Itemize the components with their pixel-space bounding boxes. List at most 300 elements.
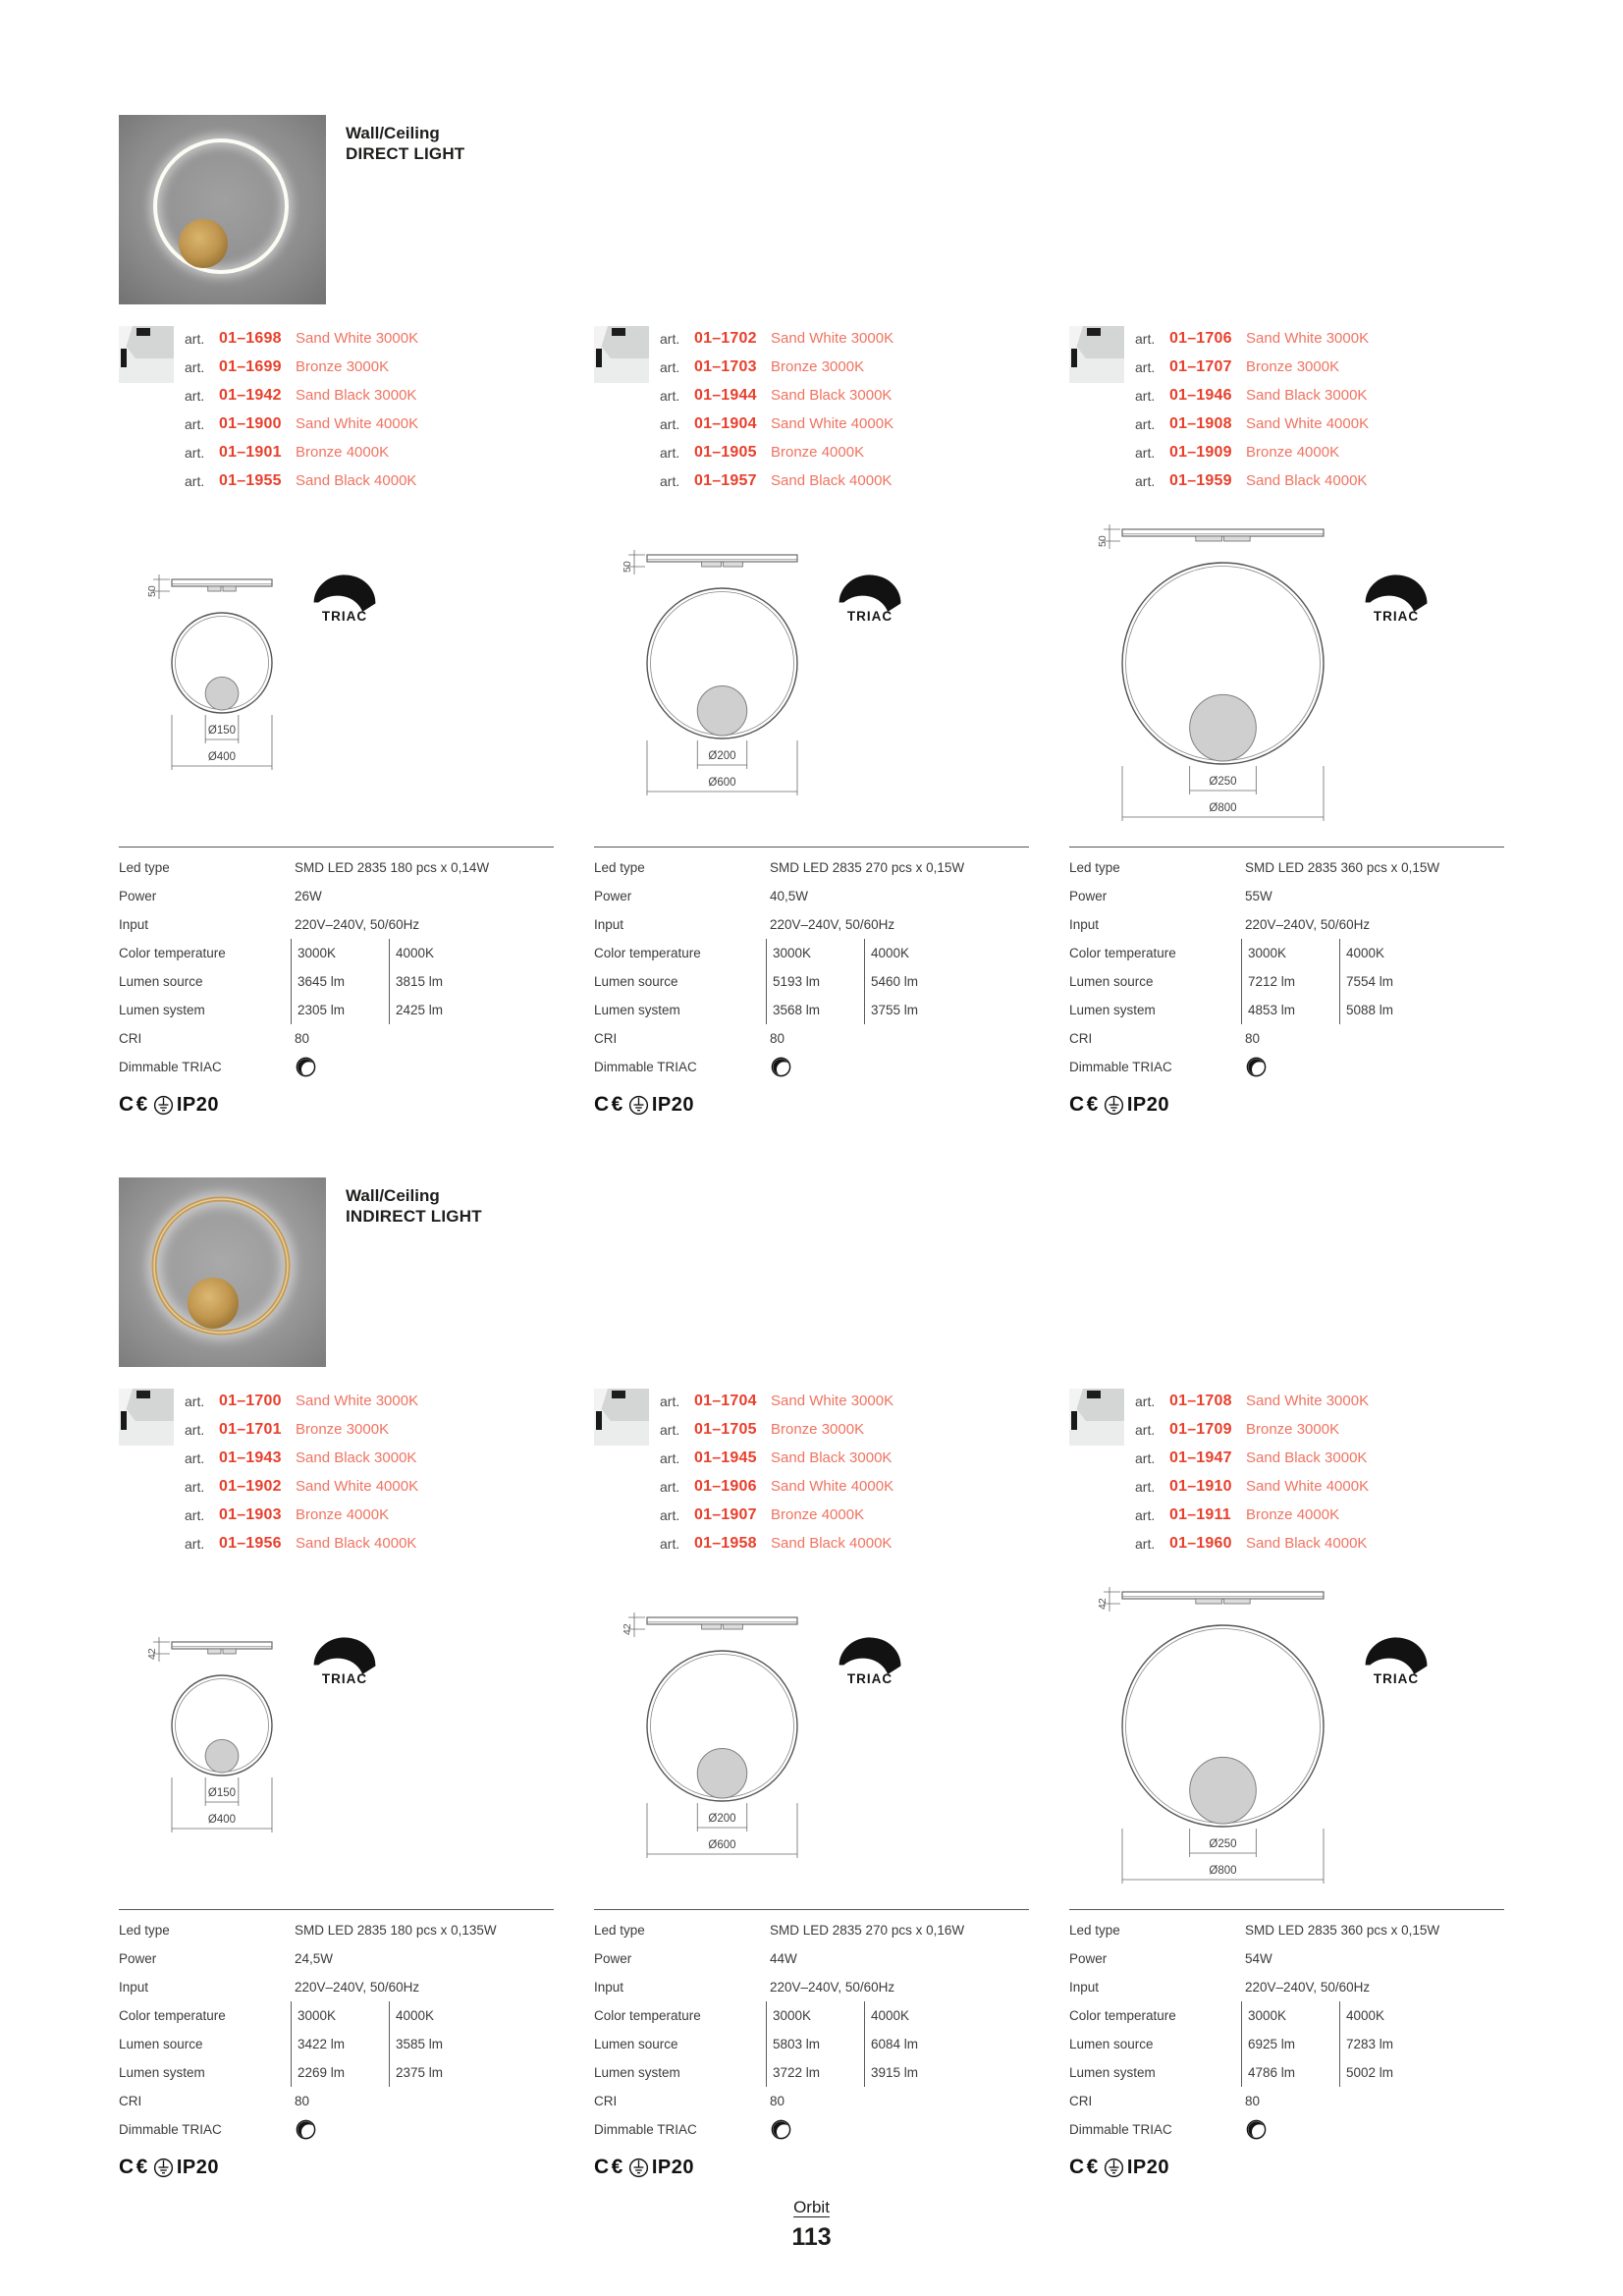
triac-label: TRIAC <box>846 609 893 624</box>
article-group <box>119 324 559 495</box>
article-finish: Bronze 4000K <box>1246 1506 1340 1523</box>
article-prefix: art. <box>1135 415 1156 432</box>
article-row <box>1135 1472 1509 1501</box>
spec-value-4000k: 4000K <box>389 939 487 967</box>
article-row <box>185 1501 559 1529</box>
spec-table <box>119 1909 554 2179</box>
height-dimension-label: 50 <box>622 560 633 573</box>
spec-label: Dimmable TRIAC <box>1069 1060 1172 1074</box>
spec-table <box>119 847 554 1117</box>
mount-block <box>1224 1599 1251 1604</box>
article-prefix: art. <box>185 1535 205 1552</box>
technical-drawing <box>1097 523 1331 825</box>
mounting-profile <box>172 579 272 586</box>
article-code: 01–1908 <box>1169 414 1232 432</box>
outer-diameter-label: Ø400 <box>207 1814 237 1826</box>
spec-row-input <box>1069 1973 1504 2001</box>
spec-row-power <box>1069 882 1504 910</box>
article-code: 01–1903 <box>219 1505 282 1523</box>
spec-label: Input <box>1069 917 1100 932</box>
driver-disc <box>1190 1757 1257 1824</box>
article-finish: Sand Black 4000K <box>1246 1535 1368 1552</box>
triac-dimmer-badge <box>833 574 907 624</box>
spec-value: 54W <box>1245 1951 1272 1966</box>
article-row <box>660 1472 1034 1501</box>
spec-label: Lumen system <box>119 1003 205 1017</box>
specs-row <box>119 847 1623 1117</box>
spec-label: Lumen system <box>1069 2065 1156 2080</box>
earth-ground-icon <box>153 2158 174 2178</box>
article-prefix: art. <box>1135 1393 1156 1409</box>
article-code: 01–1709 <box>1169 1420 1232 1438</box>
article-list <box>1135 324 1509 495</box>
ip-rating: IP20 <box>651 1093 695 1116</box>
spec-value: 26W <box>295 889 322 903</box>
spec-label: Led type <box>119 860 170 875</box>
earth-ground-icon <box>153 1095 174 1116</box>
spec-value-3000k: 3000K <box>766 939 864 967</box>
article-prefix: art. <box>1135 358 1156 375</box>
article-row <box>660 1529 1034 1558</box>
earth-ground-icon <box>628 1095 649 1116</box>
article-row <box>1135 410 1509 438</box>
article-finish: Sand White 3000K <box>296 330 419 347</box>
spec-row-led-type <box>1069 853 1504 882</box>
article-row <box>1135 1444 1509 1472</box>
article-prefix: art. <box>185 1393 205 1409</box>
article-code: 01–1945 <box>694 1449 757 1466</box>
mount-block <box>724 562 743 567</box>
articles-row <box>119 1387 1623 1558</box>
page-number: 113 <box>791 2223 832 2251</box>
spec-row-input <box>1069 910 1504 939</box>
article-code: 01–1702 <box>694 329 757 347</box>
spec-label: Lumen system <box>1069 1003 1156 1017</box>
driver-disc <box>1190 694 1257 761</box>
article-code: 01–1956 <box>219 1534 282 1552</box>
spec-value: 80 <box>1245 2094 1261 2108</box>
mount-block <box>208 586 221 591</box>
spec-value-4000k: 4000K <box>864 939 962 967</box>
article-code: 01–1704 <box>694 1392 757 1409</box>
inner-diameter-label: Ø150 <box>207 725 237 737</box>
spec-label: CRI <box>119 1031 142 1046</box>
article-code: 01–1901 <box>219 443 282 461</box>
article-row <box>1135 466 1509 495</box>
ip-rating: IP20 <box>176 2156 220 2178</box>
section-indirect-light <box>119 1177 1623 2179</box>
article-code: 01–1907 <box>694 1505 757 1523</box>
triac-dimmer-badge <box>307 1636 382 1686</box>
spec-value: SMD LED 2835 180 pcs x 0,135W <box>295 1923 497 1938</box>
article-finish: Bronze 4000K <box>296 1506 390 1523</box>
spec-value-4000k: 7554 lm <box>1339 967 1437 996</box>
article-prefix: art. <box>185 1478 205 1495</box>
spec-value: SMD LED 2835 270 pcs x 0,15W <box>770 860 965 875</box>
spec-label: Lumen system <box>119 2065 205 2080</box>
spec-row-dimmable <box>119 2115 554 2144</box>
product-photo-indirect <box>119 1177 326 1367</box>
article-prefix: art. <box>185 387 205 404</box>
spec-label: Led type <box>594 860 645 875</box>
articles-row <box>119 324 1623 495</box>
spec-label: Dimmable TRIAC <box>1069 2122 1172 2137</box>
outer-diameter-label: Ø600 <box>708 1838 736 1851</box>
spec-value-3000k: 6925 lm <box>1241 2030 1339 2058</box>
ce-mark: C€ <box>1069 2156 1101 2178</box>
drawing-cell <box>594 520 1034 827</box>
spec-value: 220V–240V, 50/60Hz <box>770 1980 895 1995</box>
technical-drawing <box>622 549 805 799</box>
spec-label: Led type <box>119 1923 170 1938</box>
spec-value: 40,5W <box>770 889 809 903</box>
certification-marks <box>594 1093 1029 1117</box>
spec-table <box>594 1909 1029 2179</box>
spec-label: CRI <box>594 2094 618 2108</box>
spec-row-cri <box>594 1024 1029 1053</box>
article-code: 01–1957 <box>694 471 757 489</box>
spec-value-4000k: 4000K <box>1339 939 1437 967</box>
article-row <box>1135 324 1509 353</box>
spec-value-3000k: 5193 lm <box>766 967 864 996</box>
article-row <box>660 1387 1034 1415</box>
outer-diameter-label: Ø400 <box>207 751 237 763</box>
triac-arc-icon <box>308 1636 381 1675</box>
title-line1: Wall/Ceiling <box>346 124 440 142</box>
spec-value-3000k: 4786 lm <box>1241 2058 1339 2087</box>
spec-value-4000k: 3915 lm <box>864 2058 962 2087</box>
article-code: 01–1960 <box>1169 1534 1232 1552</box>
ip-rating: IP20 <box>1126 1093 1170 1116</box>
article-code: 01–1944 <box>694 386 757 404</box>
spec-value: SMD LED 2835 180 pcs x 0,14W <box>295 860 490 875</box>
article-row <box>185 1415 559 1444</box>
article-finish: Bronze 3000K <box>1246 1421 1340 1438</box>
article-code: 01–1706 <box>1169 329 1232 347</box>
article-prefix: art. <box>185 1421 205 1438</box>
section-title <box>346 115 464 304</box>
article-row <box>660 1415 1034 1444</box>
spec-row-power <box>119 882 554 910</box>
spec-value-4000k: 5088 lm <box>1339 996 1437 1024</box>
spec-label: Lumen source <box>1069 2037 1154 2051</box>
article-list <box>660 324 1034 495</box>
spec-row-lumen-source <box>594 2030 1029 2058</box>
article-prefix: art. <box>660 1449 680 1466</box>
dimmer-icon <box>770 2118 792 2141</box>
article-row <box>660 1444 1034 1472</box>
spec-label: Power <box>119 889 157 903</box>
article-row <box>185 1387 559 1415</box>
spec-label: Power <box>594 889 632 903</box>
technical-drawing <box>1097 1586 1331 1887</box>
article-finish: Sand White 4000K <box>771 415 894 432</box>
spec-row-lumen-system <box>1069 996 1504 1024</box>
article-row <box>660 324 1034 353</box>
inner-diameter-label: Ø150 <box>207 1787 237 1799</box>
certification-marks <box>1069 2156 1504 2179</box>
spec-value-3000k: 3000K <box>291 2001 389 2030</box>
article-row <box>185 324 559 353</box>
article-finish: Bronze 4000K <box>771 1506 865 1523</box>
article-prefix: art. <box>1135 387 1156 404</box>
earth-ground-icon <box>628 2158 649 2178</box>
article-prefix: art. <box>185 1506 205 1523</box>
article-row <box>185 1444 559 1472</box>
spec-row-lumen-source <box>594 967 1029 996</box>
triac-label: TRIAC <box>321 609 368 624</box>
triac-arc-icon <box>1360 1636 1433 1675</box>
triac-arc-icon <box>834 1636 906 1675</box>
article-finish: Sand White 3000K <box>296 1393 419 1409</box>
spec-label: Input <box>119 1980 149 1995</box>
spec-label: Color temperature <box>1069 946 1176 960</box>
driver-disc <box>697 685 746 735</box>
spec-table <box>1069 1909 1504 2179</box>
ce-mark: C€ <box>119 1093 150 1116</box>
spec-label: Led type <box>1069 1923 1120 1938</box>
spec-row-power <box>594 882 1029 910</box>
article-finish: Sand White 4000K <box>296 1478 419 1495</box>
article-finish: Sand Black 4000K <box>771 472 893 489</box>
title-line2: INDIRECT LIGHT <box>346 1207 482 1226</box>
article-row <box>660 410 1034 438</box>
ce-mark: C€ <box>594 1093 625 1116</box>
spec-label: Power <box>594 1951 632 1966</box>
article-code: 01–1708 <box>1169 1392 1232 1409</box>
spec-value: SMD LED 2835 360 pcs x 0,15W <box>1245 860 1440 875</box>
spec-value: SMD LED 2835 360 pcs x 0,15W <box>1245 1923 1440 1938</box>
mounting-profile <box>647 1617 797 1624</box>
spec-row-power <box>119 1944 554 1973</box>
spec-value-4000k: 3755 lm <box>864 996 962 1024</box>
triac-label: TRIAC <box>321 1671 368 1686</box>
spec-label: Lumen system <box>594 2065 680 2080</box>
article-row <box>185 381 559 410</box>
spec-row-dimmable <box>1069 1053 1504 1081</box>
earth-ground-icon <box>1104 1095 1124 1116</box>
drawing-cell <box>1069 1583 1509 1889</box>
article-code: 01–1909 <box>1169 443 1232 461</box>
article-row <box>185 353 559 381</box>
mount-block <box>702 562 722 567</box>
spec-value-4000k: 4000K <box>1339 2001 1437 2030</box>
article-prefix: art. <box>1135 1449 1156 1466</box>
spec-row-lumen-source <box>1069 967 1504 996</box>
triac-dimmer-badge <box>1359 1636 1434 1686</box>
technical-drawing <box>146 574 280 774</box>
article-group <box>1069 324 1509 495</box>
outer-diameter-label: Ø600 <box>708 776 736 789</box>
drawing-cell <box>594 1583 1034 1889</box>
spec-label: Power <box>119 1951 157 1966</box>
mount-block <box>208 1649 221 1654</box>
article-row <box>185 1529 559 1558</box>
article-row <box>185 438 559 466</box>
spec-value: 80 <box>295 1031 310 1046</box>
spec-value: 24,5W <box>295 1951 334 1966</box>
article-prefix: art. <box>660 1393 680 1409</box>
spec-value-3000k: 3422 lm <box>291 2030 389 2058</box>
triac-arc-icon <box>1360 574 1433 613</box>
title-line1: Wall/Ceiling <box>346 1186 440 1205</box>
triac-label: TRIAC <box>846 1671 893 1686</box>
spec-row-lumen-system <box>119 2058 554 2087</box>
table-divider <box>1069 1909 1504 1910</box>
article-code: 01–1910 <box>1169 1477 1232 1495</box>
spec-value: 80 <box>295 2094 310 2108</box>
article-prefix: art. <box>660 387 680 404</box>
spec-row-lumen-system <box>594 996 1029 1024</box>
article-row <box>1135 353 1509 381</box>
spec-label: Power <box>1069 889 1108 903</box>
ip-rating: IP20 <box>1126 2156 1170 2178</box>
spec-value-3000k: 5803 lm <box>766 2030 864 2058</box>
spec-label: Color temperature <box>1069 2008 1176 2023</box>
spec-row-cri <box>1069 1024 1504 1053</box>
article-prefix: art. <box>185 1449 205 1466</box>
article-finish: Sand Black 3000K <box>1246 1449 1368 1466</box>
article-finish: Sand Black 4000K <box>1246 472 1368 489</box>
article-list <box>660 1387 1034 1558</box>
earth-ground-icon <box>1104 2158 1124 2178</box>
article-prefix: art. <box>660 472 680 489</box>
spec-value: 220V–240V, 50/60Hz <box>295 917 420 932</box>
spec-value: 44W <box>770 1951 797 1966</box>
section-header <box>119 115 1623 304</box>
spec-value-4000k: 3585 lm <box>389 2030 487 2058</box>
spec-label: Led type <box>594 1923 645 1938</box>
spec-row-dimmable <box>594 1053 1029 1081</box>
article-finish: Bronze 4000K <box>771 444 865 461</box>
section-direct-light <box>119 115 1623 1117</box>
article-finish: Sand White 4000K <box>296 415 419 432</box>
mount-block <box>1196 1599 1222 1604</box>
mount-block <box>1224 536 1251 541</box>
article-group <box>1069 1387 1509 1558</box>
spec-row-led-type <box>594 853 1029 882</box>
article-code: 01–1906 <box>694 1477 757 1495</box>
triac-label: TRIAC <box>1373 1671 1420 1686</box>
article-finish: Sand White 3000K <box>771 330 894 347</box>
specs-row <box>119 1909 1623 2179</box>
spec-row-input <box>119 1973 554 2001</box>
article-prefix: art. <box>660 415 680 432</box>
article-code: 01–1707 <box>1169 357 1232 375</box>
section-title <box>346 1177 482 1367</box>
product-thumbnail <box>119 326 174 383</box>
spec-row-power <box>594 1944 1029 1973</box>
spec-row-led-type <box>119 853 554 882</box>
drawing-cell <box>1069 520 1509 827</box>
spec-value: 220V–240V, 50/60Hz <box>295 1980 420 1995</box>
gold-disc <box>188 1278 239 1329</box>
article-row <box>185 410 559 438</box>
spec-value-3000k: 2305 lm <box>291 996 389 1024</box>
article-finish: Sand Black 4000K <box>296 1535 417 1552</box>
article-prefix: art. <box>1135 472 1156 489</box>
spec-value-4000k: 5460 lm <box>864 967 962 996</box>
article-code: 01–1947 <box>1169 1449 1232 1466</box>
spec-label: Dimmable TRIAC <box>594 1060 697 1074</box>
driver-disc <box>697 1748 746 1797</box>
article-row <box>1135 1387 1509 1415</box>
drawing-cell <box>119 520 559 827</box>
spec-label: Color temperature <box>594 946 701 960</box>
height-dimension-label: 42 <box>622 1622 633 1635</box>
article-code: 01–1703 <box>694 357 757 375</box>
spec-value-3000k: 3000K <box>766 2001 864 2030</box>
dimmer-icon <box>1245 1056 1268 1078</box>
dimmer-icon <box>770 1056 792 1078</box>
drawings-row <box>119 520 1623 827</box>
spec-label: Color temperature <box>119 946 226 960</box>
article-finish: Sand White 3000K <box>771 1393 894 1409</box>
article-prefix: art. <box>1135 444 1156 461</box>
spec-row-dimmable <box>1069 2115 1504 2144</box>
ce-mark: C€ <box>1069 1093 1101 1116</box>
driver-disc <box>205 677 239 710</box>
spec-label: Input <box>119 917 149 932</box>
spec-table <box>1069 847 1504 1117</box>
spec-label: Input <box>594 917 624 932</box>
spec-value-3000k: 4853 lm <box>1241 996 1339 1024</box>
article-group <box>594 1387 1034 1558</box>
article-code: 01–1946 <box>1169 386 1232 404</box>
height-dimension-label: 42 <box>146 1648 158 1660</box>
ce-mark: C€ <box>119 2156 150 2178</box>
spec-value-4000k: 4000K <box>864 2001 962 2030</box>
spec-value-4000k: 3815 lm <box>389 967 487 996</box>
spec-label: Dimmable TRIAC <box>119 2122 222 2137</box>
spec-row-cri <box>1069 2087 1504 2115</box>
table-divider <box>119 1909 554 1910</box>
article-finish: Sand Black 4000K <box>296 472 417 489</box>
spec-value-3000k: 3568 lm <box>766 996 864 1024</box>
spec-row-color-temperature <box>119 939 554 967</box>
product-thumbnail <box>119 1389 174 1446</box>
article-finish: Bronze 3000K <box>771 1421 865 1438</box>
article-finish: Sand Black 3000K <box>296 387 417 404</box>
spec-row-cri <box>119 1024 554 1053</box>
certification-marks <box>594 2156 1029 2179</box>
article-code: 01–1958 <box>694 1534 757 1552</box>
article-prefix: art. <box>1135 1506 1156 1523</box>
article-finish: Sand White 4000K <box>1246 1478 1370 1495</box>
mounting-profile <box>1122 529 1324 536</box>
outer-diameter-label: Ø800 <box>1209 1864 1237 1877</box>
triac-dimmer-badge <box>307 574 382 624</box>
article-code: 01–1700 <box>219 1392 282 1409</box>
spec-value: 55W <box>1245 889 1272 903</box>
article-prefix: art. <box>185 444 205 461</box>
spec-value: 220V–240V, 50/60Hz <box>1245 1980 1371 1995</box>
article-finish: Bronze 3000K <box>296 358 390 375</box>
spec-label: Led type <box>1069 860 1120 875</box>
section-header <box>119 1177 1623 1367</box>
spec-label: Lumen source <box>119 974 203 989</box>
triac-dimmer-badge <box>1359 574 1434 624</box>
mount-block <box>1196 536 1222 541</box>
article-code: 01–1705 <box>694 1420 757 1438</box>
spec-value: 80 <box>770 2094 785 2108</box>
article-finish: Bronze 4000K <box>296 444 390 461</box>
spec-row-input <box>119 910 554 939</box>
product-photo-direct <box>119 115 326 304</box>
spec-row-color-temperature <box>1069 2001 1504 2030</box>
article-prefix: art. <box>660 1506 680 1523</box>
triac-dimmer-badge <box>833 1636 907 1686</box>
